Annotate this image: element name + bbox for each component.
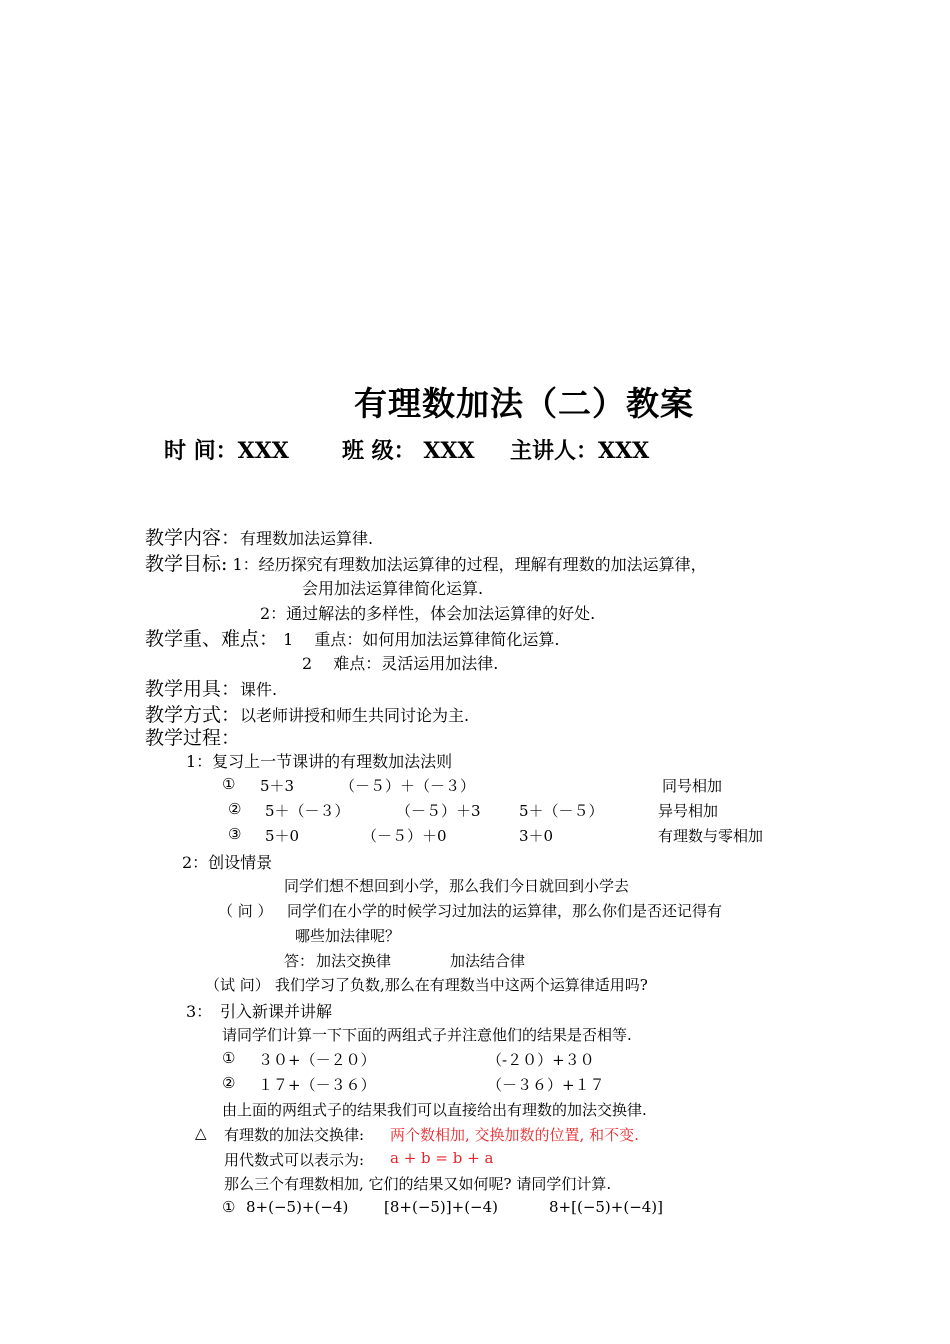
pair-2-right: （－３６）+１７ <box>487 1076 605 1094</box>
page-title: 有理数加法（二）教案 <box>354 384 694 423</box>
meta-time: 时 间：XXX <box>164 438 289 464</box>
content-row <box>145 523 373 550</box>
algebra-formula: a + b = b + a <box>390 1149 494 1167</box>
goals-row <box>145 549 707 576</box>
pair-2-left: １７+（－３６） <box>258 1076 376 1094</box>
goals-label: 教学目标: <box>145 553 228 575</box>
pair-num-1: ① <box>222 1049 236 1067</box>
pair-1-left: ３０+（－２０） <box>258 1051 376 1069</box>
review-3-note: 有理数与零相加 <box>658 827 764 845</box>
scene-line-2: 同学们在小学的时候学习过加法的运算律，那么你们是否还记得有 <box>287 902 723 920</box>
meta-class: 班 级： XXX <box>342 438 475 464</box>
step-3-number: 3： <box>186 1002 213 1021</box>
focus-row <box>145 624 559 651</box>
review-num-2: ② <box>228 800 242 818</box>
scene-ask-label: （ 问 ） <box>218 902 273 920</box>
calc-expr-1: 8+(−5)+(−4) <box>246 1198 349 1216</box>
intro-line-2: 由上面的两组式子的结果我们可以直接给出有理数的加法交换律. <box>222 1101 647 1119</box>
scene-line-3: 哪些加法律呢？ <box>295 927 401 945</box>
review-2-note: 异号相加 <box>658 802 719 820</box>
content-value: 有理数加法运算律. <box>240 529 374 548</box>
review-2-a: 5＋（－３） <box>265 802 350 820</box>
commutative-law-label: 有理数的加法交换律: <box>224 1126 365 1144</box>
focus-item-1: 1 重点：如何用加法运算律简化运算. <box>283 630 560 649</box>
answer-commutative: 加法交换律 <box>316 952 392 970</box>
calc-num: ① <box>222 1198 236 1216</box>
meta-lecturer: 主讲人：XXX <box>510 438 650 464</box>
focus-item-2: 2 难点：灵活运用加法律. <box>302 654 499 673</box>
tools-row <box>145 674 277 701</box>
goal-item-1-cont: 会用加法运算律简化运算. <box>302 579 484 598</box>
calc-expr-2: [8+(−5)]+(−4) <box>384 1198 499 1216</box>
focus-label: 教学重、难点： <box>145 628 279 650</box>
tools-value: 课件. <box>240 680 278 699</box>
pair-num-2: ② <box>222 1074 236 1092</box>
goal-item-1: 1：经历探究有理数加法运算律的过程，理解有理数的加法运算律， <box>232 555 707 574</box>
process-label: 教学过程： <box>145 727 241 749</box>
step-2: 2：创设情景 <box>182 853 273 872</box>
review-3-c: 3＋0 <box>519 827 554 845</box>
triangle-icon: △ <box>195 1124 207 1142</box>
algebra-label: 用代数式可以表示为: <box>224 1151 365 1169</box>
step-1: 1：复习上一节课讲的有理数加法法则 <box>186 752 453 771</box>
commutative-law-text: 两个数相加, 交换加数的位置, 和不变. <box>390 1126 639 1144</box>
review-2-b: （－５）＋3 <box>396 802 481 820</box>
step-3: 引入新课并讲解 <box>220 1002 333 1021</box>
tools-label: 教学用具： <box>145 678 241 700</box>
intro-line-3: 那么三个有理数相加, 它们的结果又如何呢? 请同学们计算. <box>224 1175 612 1193</box>
review-num-3: ③ <box>228 825 242 843</box>
method-label: 教学方式： <box>145 704 241 726</box>
method-value: 以老师讲授和师生共同讨论为主. <box>240 706 470 725</box>
pair-1-right: （-２０）+３０ <box>487 1051 595 1069</box>
scene-line-1: 同学们想不想回到小学，那么我们今日就回到小学去 <box>284 877 630 895</box>
review-2-c: 5＋（－５） <box>519 802 604 820</box>
review-1-b: （－５）＋（－３） <box>340 777 476 795</box>
review-1-note: 同号相加 <box>662 777 723 795</box>
review-3-a: 5＋0 <box>265 827 300 845</box>
goal-item-2: 2：通过解法的多样性，体会加法运算律的好处. <box>260 604 596 623</box>
review-1-a: 5＋3 <box>260 777 295 795</box>
answer-label: 答： <box>284 952 315 970</box>
intro-line-1: 请同学们计算一下下面的两组式子并注意他们的结果是否相等. <box>222 1026 632 1044</box>
calc-expr-3: 8+[(−5)+(−4)] <box>549 1198 664 1216</box>
try-ask-label: （试 问） <box>205 976 270 994</box>
content-label: 教学内容： <box>145 527 241 549</box>
review-3-b: （－５）＋0 <box>362 827 447 845</box>
answer-associative: 加法结合律 <box>450 952 526 970</box>
scene-line-4: 我们学习了负数,那么在有理数当中这两个运算律适用吗? <box>275 976 648 994</box>
review-num-1: ① <box>222 775 236 793</box>
